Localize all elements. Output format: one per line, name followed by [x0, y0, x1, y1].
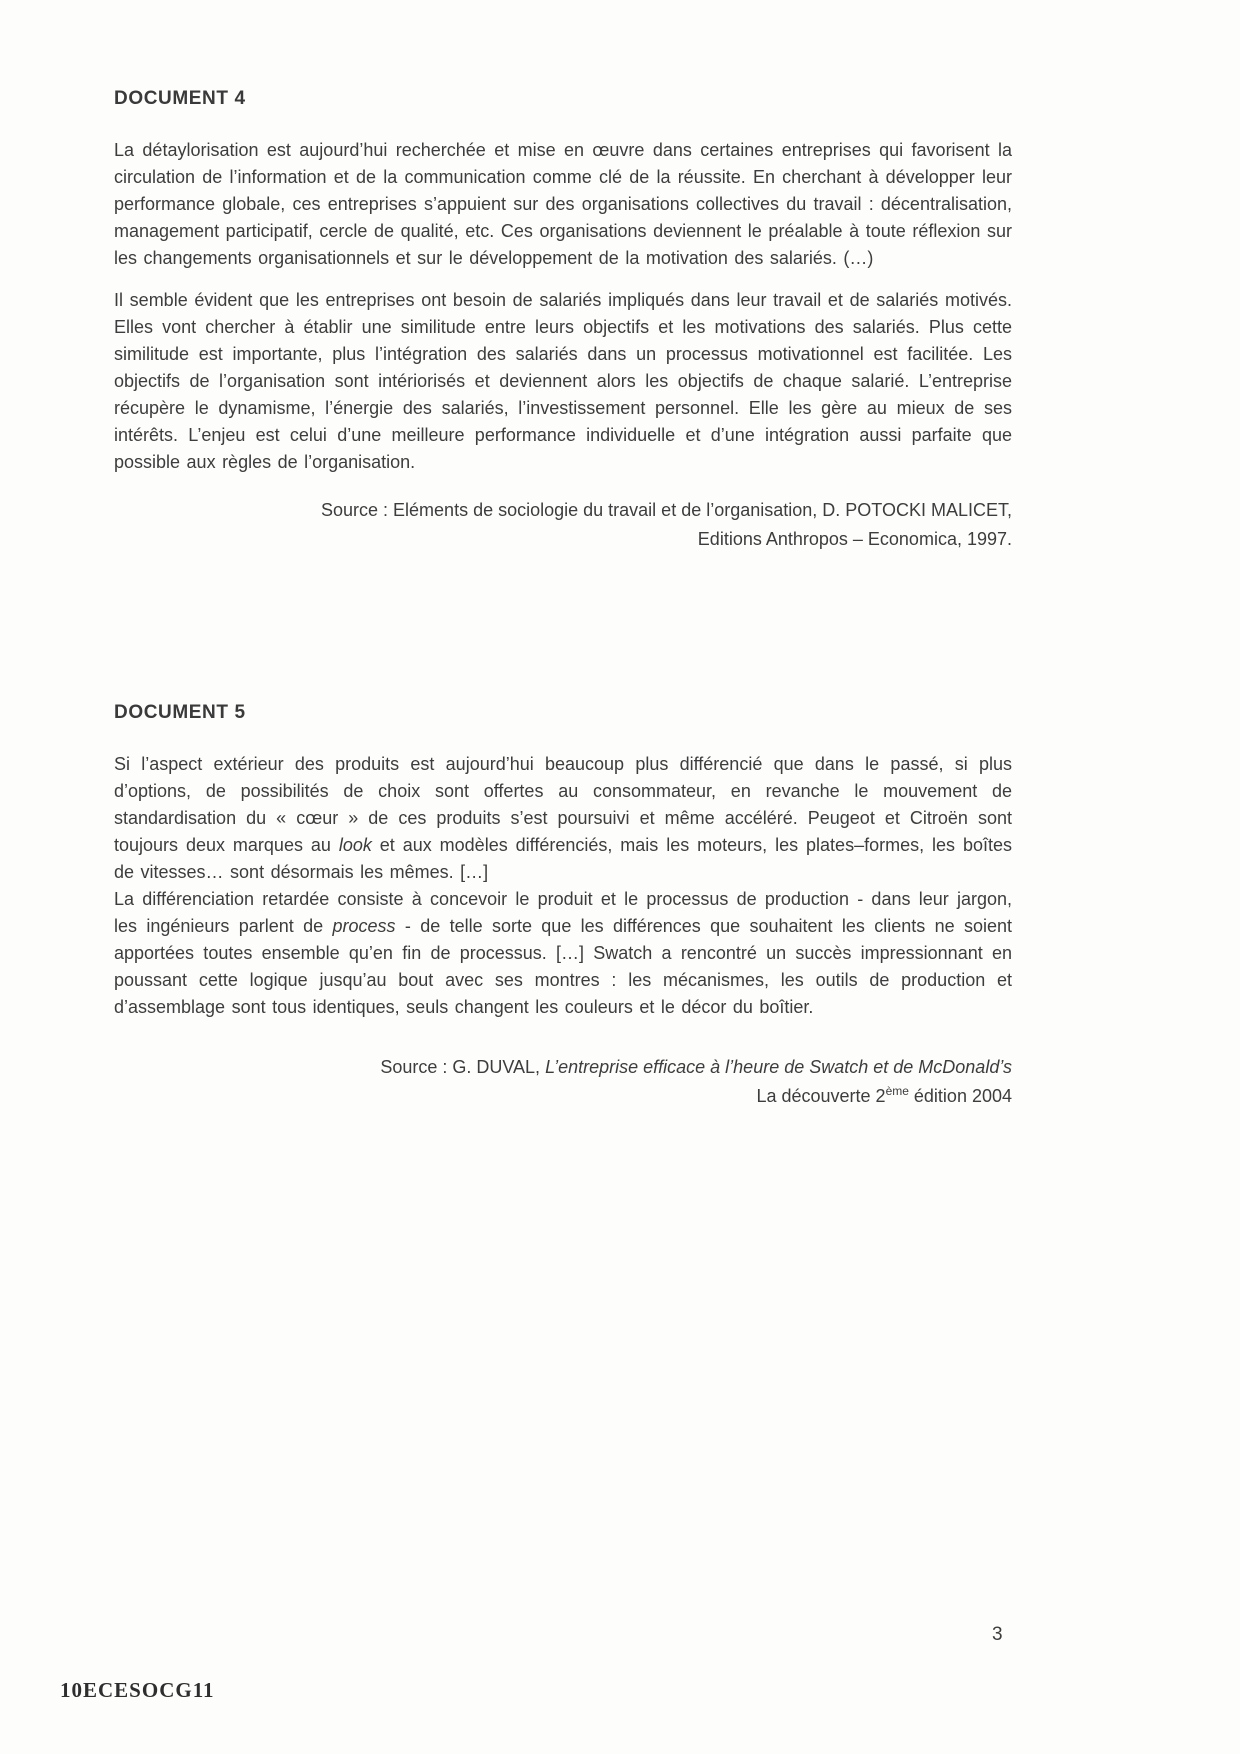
document-4-source-line-1: Source : Eléments de sociologie du travail et de l’organisation, D. POTOCKI MALICET,	[321, 500, 1012, 520]
document-4-paragraph-1: La détaylorisation est aujourd’hui recherchée et mise en œuvre dans certaines entreprises qui favorisent la circulation de l’information et de la communication comme clé de la réussite. En cherchant à développer leur performance globale, ces entreprises s’appuient sur des organisations collectives du travail : décentralisation, management participatif, cercle de qualité, etc. Ces organisations deviennent le préalable à toute réflexion sur les changements organisationnels et sur le développement de la motivation des salariés. (…)	[114, 140, 1012, 268]
document-5-paragraph-2	[114, 886, 1012, 1021]
document-5-source-book-title: L’entreprise efficace à l’heure de Swatch et de McDonald’s	[545, 1057, 1012, 1077]
document-5-source-edition-pre: La découverte 2	[756, 1086, 886, 1106]
document-5-source	[114, 1053, 1012, 1111]
document-5-source-prefix: Source : G. DUVAL,	[380, 1057, 546, 1077]
document-5-paragraph-2-text: La différenciation retardée consiste à concevoir le produit et le processus de production - dans leur jargon, les ingénieurs parlent de	[114, 889, 1012, 936]
document-5-paragraph-1-italic-look: look	[338, 835, 372, 855]
document-4-source	[114, 496, 1012, 554]
page-number: 3	[992, 1624, 1003, 1645]
document-5-source-line-2	[756, 1086, 1012, 1106]
document-5-source-edition-sup: ème	[885, 1084, 909, 1098]
document-5-paragraph-2-italic-process: process	[332, 916, 396, 936]
document-4-paragraph-2: Il semble évident que les entreprises ont besoin de salariés impliqués dans leur travail et de salariés motivés. Elles vont chercher à établir une similitude entre leurs objectifs et les motivations des salariés. Plus cette similitude est importante, plus l’intégration des salariés dans un processus motivationnel est facilitée. Les objectifs de l’organisation sont intériorisés et deviennent alors les objectifs de chaque salarié. L’entreprise récupère le dynamisme, l’énergie des salariés, l’investissement personnel. Elle les gère au mieux de ses intérêts. L’enjeu est celui d’une meilleure performance individuelle et d’une intégration aussi parfaite que possible aux règles de l’organisation.	[114, 290, 1012, 472]
document-5-paragraph-1-text: Si l’aspect extérieur des produits est aujourd’hui beaucoup plus différencié que dans le passé, si plus d’options, de possibilités de choix sont offertes au consommateur, en revanche le mouvement de standardisation du « cœur » de ces produits s’est poursuivi et même accéléré. Peugeot et Citroën sont toujours deux marques au	[114, 754, 1012, 855]
document-5-title: DOCUMENT 5	[114, 702, 246, 723]
document-4-section	[114, 88, 1012, 554]
document-5-source-edition-post: édition 2004	[908, 1086, 1012, 1106]
document-5-section	[114, 702, 1012, 1111]
document-4-title: DOCUMENT 4	[114, 88, 246, 109]
document-5-paragraph-2-text-end: - de telle sorte que les différences que souhaitent les clients ne soient apportées toutes ensemble qu’en fin de processus. […] Swatch a rencontré un succès impressionnant en poussant cette logique jusqu’au bout avec ses montres : les mécanismes, les outils de production et d’assemblage sont tous identiques, seuls changent les couleurs et le décor du boîtier.	[114, 916, 1012, 1017]
document-5-paragraph-1	[114, 751, 1012, 886]
document-5-paragraph-1-text-end: et aux modèles différenciés, mais les moteurs, les plates–formes, les boîtes de vitesses… sont désormais les mêmes. […]	[114, 835, 1012, 882]
document-4-source-line-2: Editions Anthropos – Economica, 1997.	[697, 529, 1012, 549]
footer-document-code: 10ECESOCG11	[60, 1678, 215, 1702]
